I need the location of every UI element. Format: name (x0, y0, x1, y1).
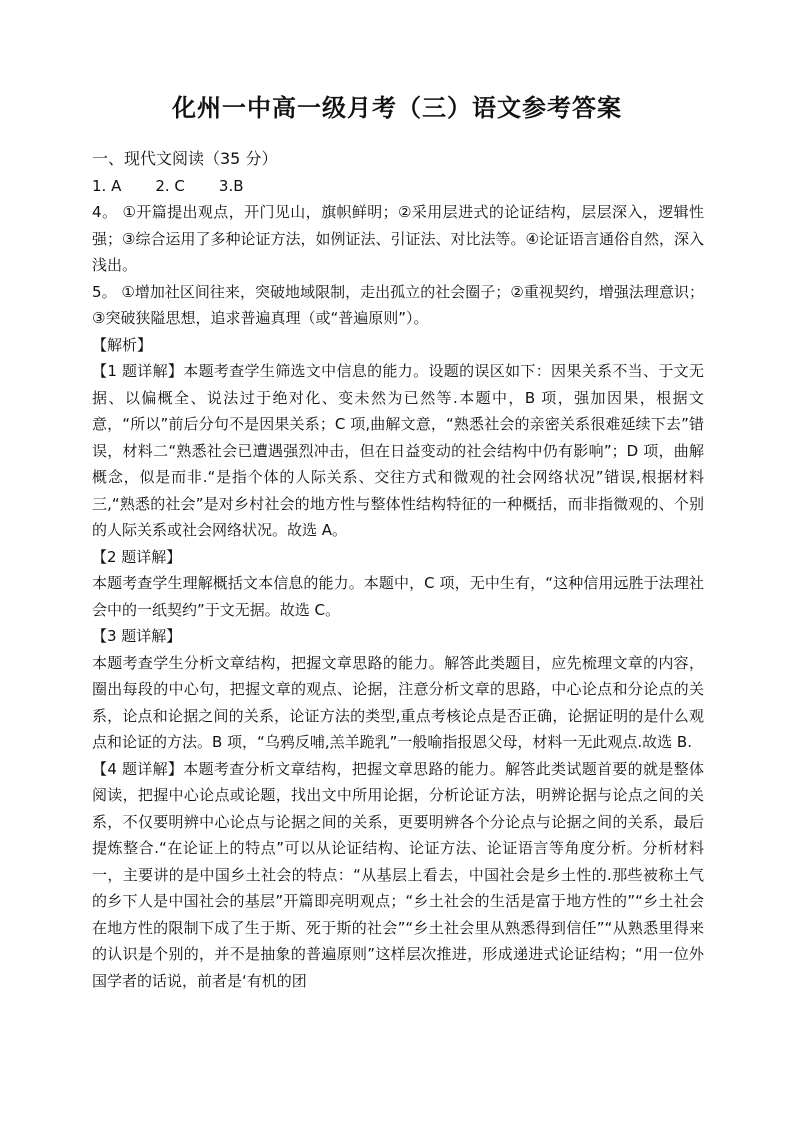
answer-3: 3.B (218, 176, 244, 195)
question-2-heading: 【2 题详解】 (92, 547, 182, 566)
question-3-heading: 【3 题详解】 (92, 627, 182, 645)
question-1-analysis: 【1 题详解】本题考查学生筛选文中信息的能力。设题的误区如下：因果关系不当、于文无据、以偏概全、说法过于绝对化、变未然为已然等.本题中，B 项，强加因果，根据文意，“所以”前后分句不是因果关系；C 项,曲解文意，“熟悉社会的亲密关系很难延续下去”错误，材料二“熟悉社会已遭遇强烈冲击，但在日益变动的社会结构中仍有影响”；D 项，曲解概念，似是而非.“是指个体的人际关系、交往方式和微观的社会网络状况”错误,根据材料三,“熟悉的社会”是对乡村社会的地方性与整体性结构特征的一种概括，而非指微观的、个别的人际关系或社会网络状况。故选 A。 (92, 362, 704, 539)
question-4-analysis: 【4 题详解】本题考查分析文章结构，把握文章思路的能力。解答此类试题首要的就是整体阅读，把握中心论点或论题，找出文中所用论据，分析论证方法，明辨论据与论点之间的关系，不仅要明辨中心论点与论据之间的关系，更要明辨各个分论点与论据之间的关系，最后提炼整合.“在论证上的特点”可以从论证结构、论证方法、论证语言等角度分析。分析材料一，主要讲的是中国乡土社会的特点：“从基层上看去，中国社会是乡土性的.那些被称土气的乡下人是中国社会的基层”开篇即亮明观点；“乡土社会的生活是富于地方性的”“乡土社会在地方性的限制下成了生于斯、死于斯的社会”“乡土社会里从熟悉得到信任”“从熟悉里得来的认识是个别的，并不是抽象的普遍原则”这样层次推进，形成递进式论证结构；“用一位外国学者的话说，前者是‘有机的团 (92, 759, 704, 990)
question-3-analysis: 本题考查学生分析文章结构，把握文章思路的能力。解答此类题目，应先梳理文章的内容，圈出每段的中心句，把握文章的观点、论据，注意分析文章的思路，中心论点和分论点的关系，论点和论据之间的关系，论证方法的类型,重点考核论点是否正确，论据证明的是什么观点和论证的方法。B 项，“乌鸦反哺,羔羊跪乳”一般喻指报恩父母，材料一无此观点.故选 B. (92, 653, 704, 751)
answer-4: 4。 ①开篇提出观点，开门见山，旗帜鲜明；②采用层进式的论证结构，层层深入，逻辑性强；③综合运用了多种论证方法，如例证法、引证法、对比法等。④论证语言通俗自然，深入浅出。 (92, 203, 704, 274)
answer-1: 1. A (92, 176, 122, 195)
section-heading: 一、现代文阅读（35 分） (92, 149, 278, 168)
page-title: 化州一中高一级月考（三）语文参考答案 (172, 94, 622, 122)
answer-row (92, 173, 704, 200)
answer-2: 2. C (155, 176, 185, 195)
document-body (92, 146, 704, 994)
analysis-heading: 【解析】 (92, 335, 153, 354)
answer-5: 5。 ①增加社区间往来，突破地域限制，走出孤立的社会圈子；②重视契约，增强法理意识；③突破狭隘思想，追求普遍真理（或“普遍原则”）。 (92, 282, 704, 327)
question-2-analysis: 本题考查学生理解概括文本信息的能力。本题中，C 项，无中生有，“这种信用远胜于法理社会中的一纸契约”于文无据。故选 C。 (92, 574, 704, 619)
